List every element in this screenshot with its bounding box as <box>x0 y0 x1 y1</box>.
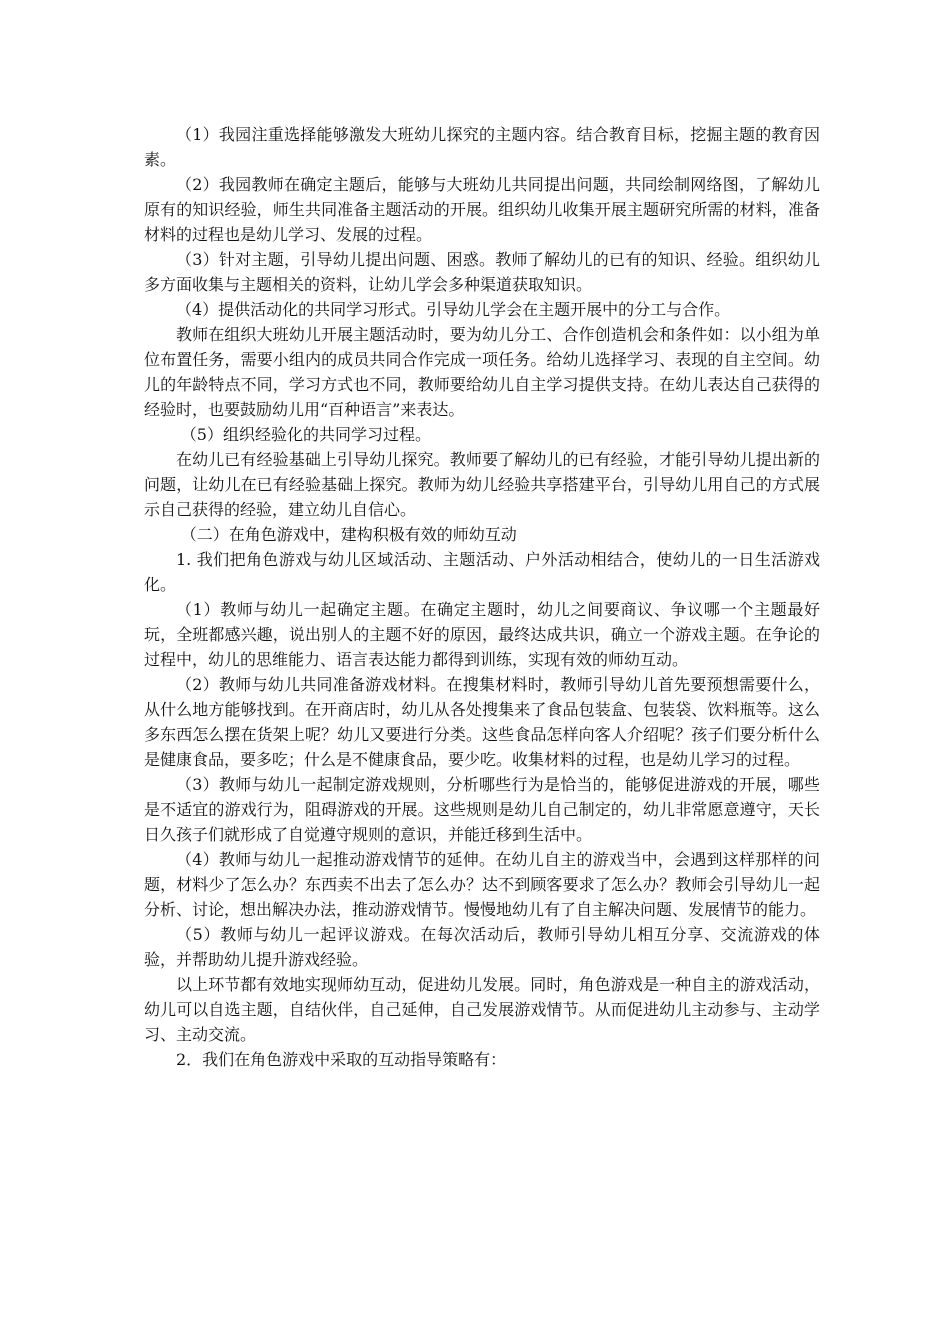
paragraph-role-play-combine: 1. 我们把角色游戏与幼儿区域活动、主题活动、户外活动相结合，使幼儿的一日生活游戏化。 <box>144 550 820 594</box>
paragraph-strategies: 2．我们在角色游戏中采取的互动指导策略有： <box>176 1050 507 1069</box>
paragraph-theme-selection: （1）我园注重选择能够激发大班幼儿探究的主题内容。结合教育目标，挖掘主题的教育因素。 <box>144 125 820 169</box>
paragraph-evaluate: （5）教师与幼儿一起评议游戏。在每次活动后，教师引导幼儿相互分享、交流游戏的体验，并帮助幼儿提升游戏经验。 <box>144 925 820 969</box>
paragraph-summary: 以上环节都有效地实现师幼互动，促进幼儿发展。同时，角色游戏是一种自主的游戏活动，幼儿可以自选主题，自结伙伴，自己延伸，自己发展游戏情节。从而促进幼儿主动参与、主动学习、主动交流。 <box>144 975 820 1044</box>
paragraph-questions: （3）针对主题，引导幼儿提出问题、困惑。教师了解幼儿的已有的知识、经验。组织幼儿多方面收集与主题相关的资料，让幼儿学会多种渠道获取知识。 <box>144 250 820 294</box>
paragraph-plot-extension: （4）教师与幼儿一起推动游戏情节的延伸。在幼儿自主的游戏当中，会遇到这样那样的问题，材料少了怎么办？东西卖不出去了怎么办？达不到顾客要求了怎么办？教师会引导幼儿一起分析、讨论，想出解决办法，推动游戏情节。慢慢地幼儿有了自主解决问题、发展情节的能力。 <box>144 850 820 919</box>
paragraph-network-diagram: （2）我园教师在确定主题后，能够与大班幼儿共同提出问题，共同绘制网络图，了解幼儿原有的知识经验，师生共同准备主题活动的开展。组织幼儿收集开展主题研究所需的材料，准备材料的过程也是幼儿学习、发展的过程。 <box>144 175 820 244</box>
document-body <box>144 122 820 1072</box>
paragraph-cooperation: （4）提供活动化的共同学习形式。引导幼儿学会在主题开展中的分工与合作。 <box>176 300 731 319</box>
paragraph-materials: （2）教师与幼儿共同准备游戏材料。在搜集材料时，教师引导幼儿首先要预想需要什么，从什么地方能够找到。在开商店时，幼儿从各处搜集来了食品包装盒、包装袋、饮料瓶等。这么多东西怎么摆在货架上呢？幼儿又要进行分类。这些食品怎样向客人介绍呢？孩子们要分析什么是健康食品，要多吃；什么是不健康食品，要少吃。收集材料的过程，也是幼儿学习的过程。 <box>144 675 820 769</box>
paragraph-rules: （3）教师与幼儿一起制定游戏规则，分析哪些行为是恰当的，能够促进游戏的开展，哪些是不适宜的游戏行为，阻碍游戏的开展。这些规则是幼儿自己制定的，幼儿非常愿意遵守，天长日久孩子们就形成了自觉遵守规则的意识，并能迁移到生活中。 <box>144 775 820 844</box>
paragraph-group-work: 教师在组织大班幼儿开展主题活动时，要为幼儿分工、合作创造机会和条件如：以小组为单位布置任务，需要小组内的成员共同合作完成一项任务。给幼儿选择学习、表现的自主空间。幼儿的年龄特点不同，学习方式也不同，教师要给幼儿自主学习提供支持。在幼儿表达自己获得的经验时，也要鼓励幼儿用“百种语言”来表达。 <box>144 325 820 419</box>
section-heading-role-play: （二）在角色游戏中，建构积极有效的师幼互动 <box>180 525 517 544</box>
paragraph-decide-theme: （1）教师与幼儿一起确定主题。在确定主题时，幼儿之间要商议、争议哪一个主题最好玩，全班都感兴趣，说出别人的主题不好的原因，最终达成共识，确立一个游戏主题。在争论的过程中，幼儿的思维能力、语言表达能力都得到训练，实现有效的师幼互动。 <box>144 600 820 669</box>
paragraph-experience-process: （5）组织经验化的共同学习过程。 <box>180 425 431 444</box>
paragraph-explore: 在幼儿已有经验基础上引导幼儿探究。教师要了解幼儿的已有经验，才能引导幼儿提出新的问题，让幼儿在已有经验基础上探究。教师为幼儿经验共享搭建平台，引导幼儿用自己的方式展示自己获得的经验，建立幼儿自信心。 <box>144 450 820 519</box>
